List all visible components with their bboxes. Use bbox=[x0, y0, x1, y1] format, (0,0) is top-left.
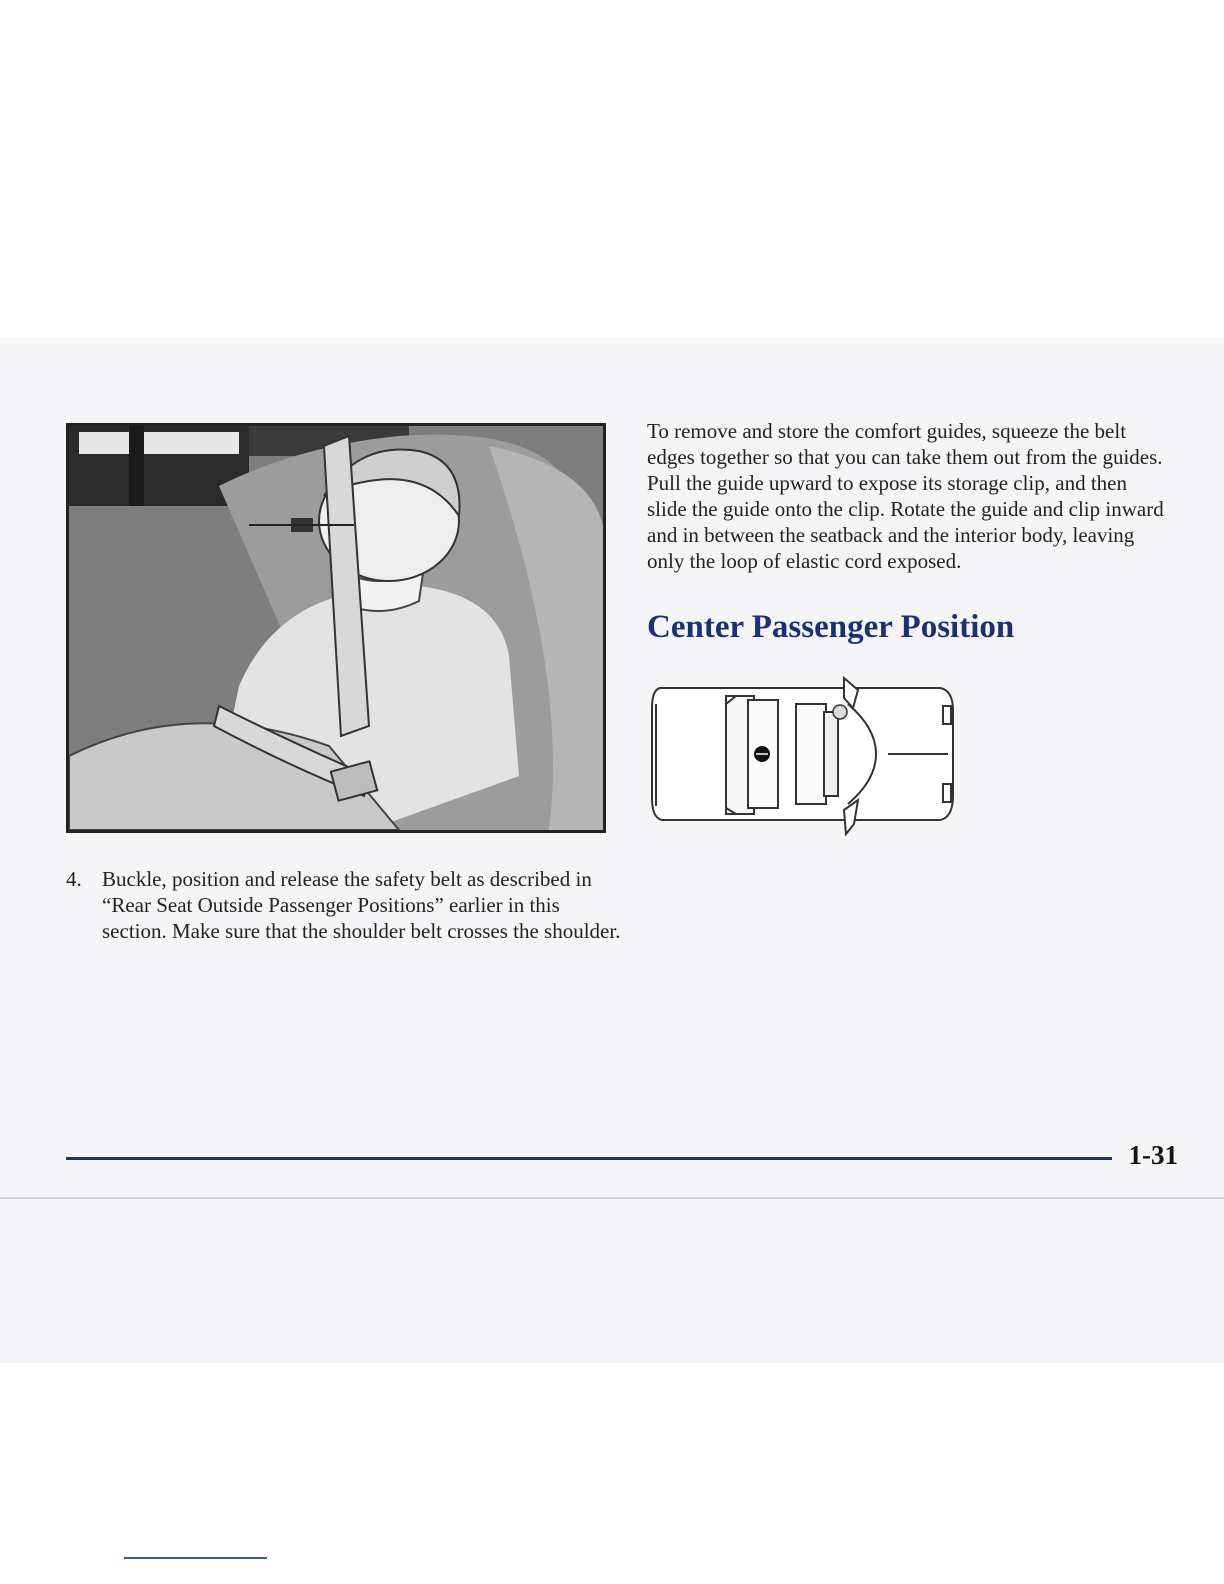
step-number: 4. bbox=[66, 867, 82, 891]
page-number: 1-31 bbox=[1128, 1140, 1178, 1170]
comfort-guide-instructions: To remove and store the comfort guides, squeeze the belt edges together so that you can take them out from the guides. Pull the guide upward to expose its storage clip, and then slide the guide onto the clip. Rotate the guide and clip inward and in between the seatback and the interior body, leaving only the loop of elastic cord exposed. bbox=[647, 419, 1164, 573]
section-heading: Center Passenger Position bbox=[647, 609, 1015, 645]
bottom-link-underline bbox=[124, 1557, 267, 1559]
step-text: Buckle, position and release the safety belt as described in “Rear Seat Outside Passenger Positions” earlier in this section. Make sure that the shoulder belt crosses the shoulder. bbox=[102, 867, 621, 943]
center-seat-position-diagram bbox=[648, 668, 968, 845]
page-edge-line bbox=[0, 1197, 1224, 1199]
child-safety-belt-illustration bbox=[66, 423, 606, 833]
footer-rule bbox=[66, 1157, 1112, 1160]
numbered-step-4 bbox=[66, 866, 626, 944]
